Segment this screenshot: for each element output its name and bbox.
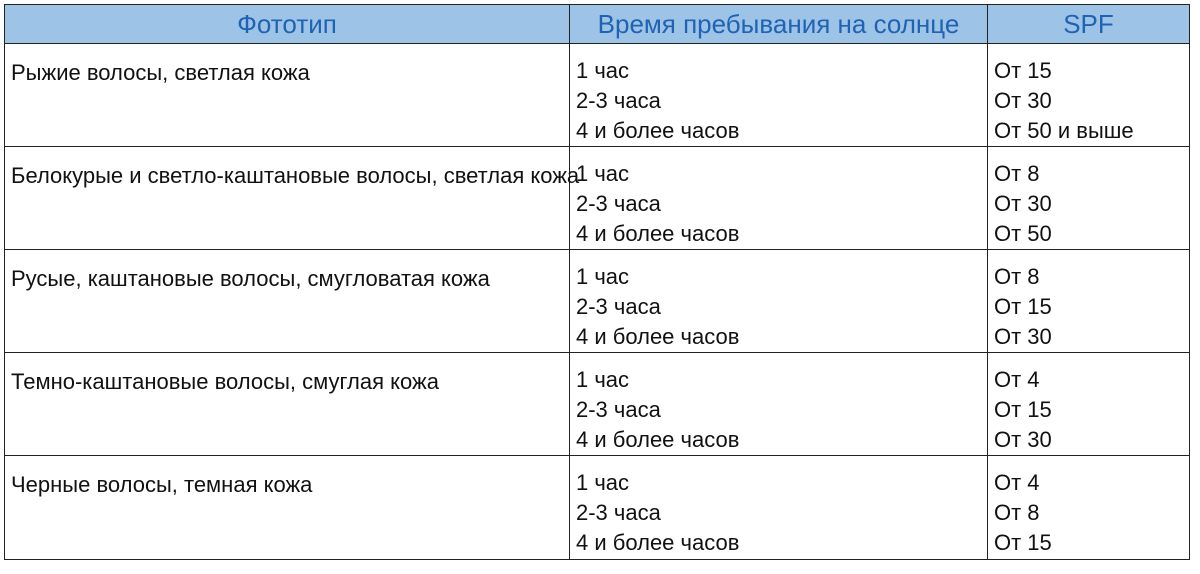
table-row (5, 147, 1190, 250)
phototype-text: Темно-каштановые волосы, смуглая кожа (11, 369, 439, 394)
spf-value: От 30 (994, 427, 1052, 452)
phototype-cell (5, 353, 570, 456)
sun-time-cell (570, 456, 988, 560)
sun-time-value: 2-3 часа (576, 88, 661, 113)
spf-value: От 8 (994, 500, 1040, 525)
spf-cell (988, 456, 1190, 560)
header-row (5, 5, 1190, 44)
spf-value: От 30 (994, 324, 1052, 349)
table-row (5, 456, 1190, 560)
sun-time-value: 1 час (576, 470, 630, 495)
sun-time-value: 1 час (576, 161, 630, 186)
spf-table (4, 4, 1190, 560)
sun-time-value: 4 и более часов (576, 221, 740, 246)
spf-value: От 30 (994, 88, 1052, 113)
phototype-cell (5, 44, 570, 147)
spf-value: От 30 (994, 191, 1052, 216)
spf-value: От 8 (994, 264, 1040, 289)
phototype-text: Русые, каштановые волосы, смугловатая кожа (11, 266, 490, 291)
header-sun-time: Время пребывания на солнце (570, 5, 988, 44)
header-phototype: Фототип (5, 5, 570, 44)
sun-time-value: 2-3 часа (576, 500, 661, 525)
header-spf: SPF (988, 5, 1190, 44)
sun-time-value: 2-3 часа (576, 397, 661, 422)
phototype-cell (5, 250, 570, 353)
spf-value: От 50 и выше (994, 118, 1134, 143)
sun-time-value: 1 час (576, 58, 630, 83)
spf-cell (988, 353, 1190, 456)
table-body (5, 44, 1190, 560)
spf-cell (988, 147, 1190, 250)
phototype-text: Черные волосы, темная кожа (11, 472, 313, 497)
spf-value: От 4 (994, 367, 1040, 392)
spf-value: От 4 (994, 470, 1040, 495)
phototype-cell (5, 456, 570, 560)
spf-value: От 15 (994, 58, 1052, 83)
spf-cell (988, 250, 1190, 353)
sun-time-value: 4 и более часов (576, 118, 740, 143)
table-header (5, 5, 1190, 44)
sun-time-cell (570, 353, 988, 456)
sun-time-value: 1 час (576, 367, 630, 392)
sun-time-cell (570, 147, 988, 250)
spf-value: От 15 (994, 294, 1052, 319)
spf-cell (988, 44, 1190, 147)
sun-time-value: 2-3 часа (576, 294, 661, 319)
spf-value: От 50 (994, 221, 1052, 246)
sun-time-cell (570, 44, 988, 147)
sun-time-value: 2-3 часа (576, 191, 661, 216)
spf-value: От 8 (994, 161, 1040, 186)
spf-value: От 15 (994, 397, 1052, 422)
phototype-text: Белокурые и светло-каштановые волосы, светлая кожа (11, 163, 580, 188)
sun-time-value: 4 и более часов (576, 324, 740, 349)
phototype-cell (5, 147, 580, 250)
table-row (5, 250, 1190, 353)
sun-time-value: 4 и более часов (576, 530, 740, 555)
sun-time-cell (570, 250, 988, 353)
sun-time-value: 4 и более часов (576, 427, 740, 452)
table-row (5, 353, 1190, 456)
phototype-text: Рыжие волосы, светлая кожа (11, 60, 310, 85)
sun-time-value: 1 час (576, 264, 630, 289)
table-row (5, 44, 1190, 147)
spf-value: От 15 (994, 530, 1052, 555)
